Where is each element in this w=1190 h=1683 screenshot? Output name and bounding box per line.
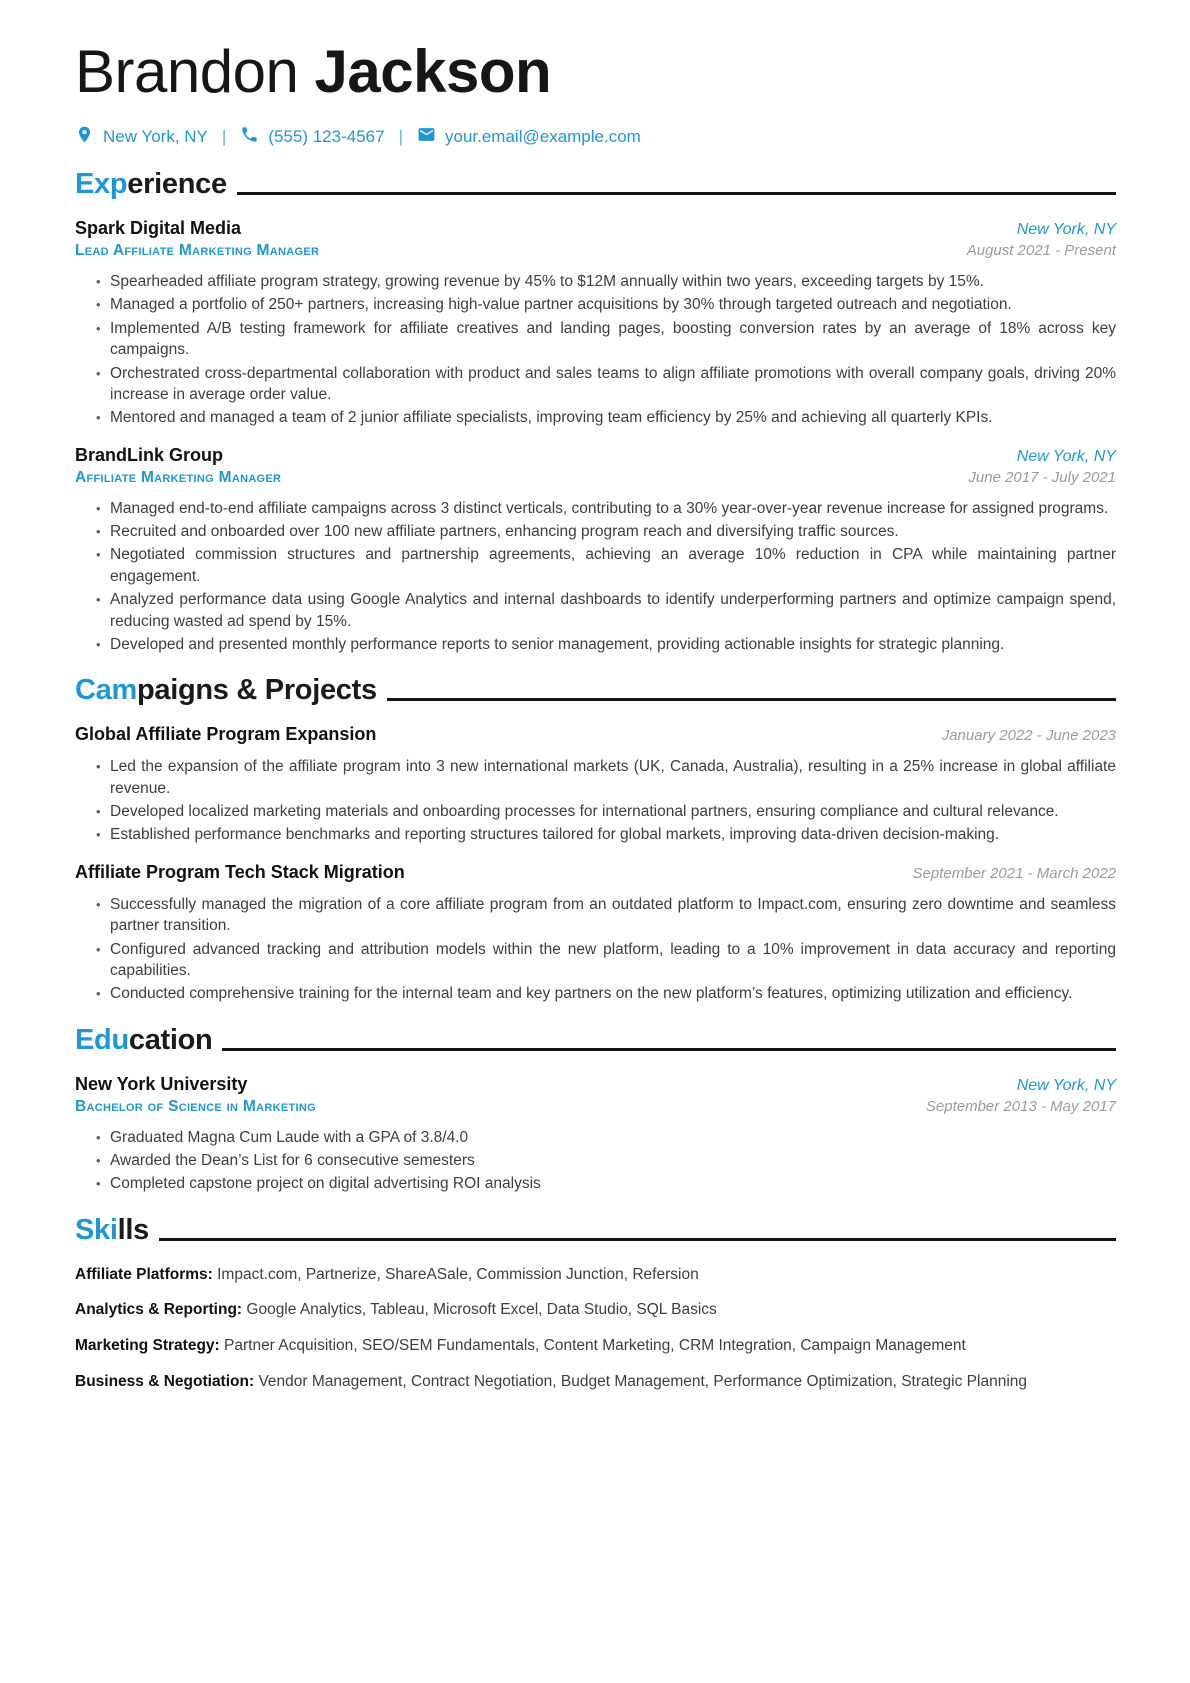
section-rule <box>237 192 1116 195</box>
skill-line <box>75 1335 1116 1357</box>
contact-email <box>417 125 641 149</box>
contact-separator: | <box>398 127 403 146</box>
company-name: BrandLink Group <box>75 444 223 465</box>
school-name: New York University <box>75 1073 248 1094</box>
employment-dates: June 2017 - July 2021 <box>968 468 1116 486</box>
section-heading-projects <box>75 674 1116 707</box>
experience-entry <box>75 445 1116 656</box>
section-title: Education <box>75 1023 213 1056</box>
position-title: Affiliate Marketing Manager <box>75 468 282 486</box>
skill-line <box>75 1264 1116 1286</box>
project-name: Global Affiliate Program Expansion <box>75 724 377 745</box>
bullet-item: • Conducted comprehensive training for the internal team and key partners on the new platform’s features, optimizing utilization and efficiency. <box>110 983 1116 1004</box>
section-heading-experience <box>75 168 1116 201</box>
skill-line <box>75 1371 1116 1393</box>
bullet-item: • Established performance benchmarks and reporting structures tailored for global markets, improving data-driven decision-making. <box>110 824 1116 845</box>
location-pin-icon <box>75 125 94 149</box>
section-rule <box>222 1048 1116 1051</box>
section-title: Skills <box>75 1213 149 1246</box>
bullet-item: • Graduated Magna Cum Laude with a GPA of 3.8/4.0 <box>110 1127 1116 1148</box>
contact-row <box>75 125 1116 149</box>
company-name: Spark Digital Media <box>75 218 242 238</box>
bullet-item: • Managed a portfolio of 250+ partners, increasing high-value partner acquisitions by 30% through targeted outreach and negotiation. <box>110 294 1116 315</box>
bullet-item: • Awarded the Dean’s List for 6 consecutive semesters <box>110 1150 1116 1171</box>
bullet-list <box>75 498 1116 656</box>
bullet-item: • Developed and presented monthly performance reports to senior management, providing actionable insights for strategic planning. <box>110 634 1116 655</box>
last-name: Jackson <box>314 38 552 105</box>
section-rule <box>159 1238 1116 1241</box>
contact-location <box>75 125 208 149</box>
person-name <box>75 40 1116 103</box>
bullet-item: • Negotiated commission structures and partnership agreements, achieving an average 10% reduction in CPA while maintaining partner engagement. <box>110 544 1116 587</box>
skill-category-label: Marketing Strategy: <box>75 1337 220 1355</box>
skill-category-values: Impact.com, Partnerize, ShareASale, Commission Junction, Refersion <box>217 1265 699 1283</box>
bullet-item: • Developed localized marketing materials and onboarding processes for international partners, ensuring compliance and cultural relevance. <box>110 801 1116 822</box>
skill-category-values: Google Analytics, Tableau, Microsoft Excel, Data Studio, SQL Basics <box>246 1301 717 1319</box>
school-location: New York, NY <box>1016 1076 1116 1094</box>
email-envelope-icon <box>417 125 436 149</box>
bullet-item: • Spearheaded affiliate program strategy, growing revenue by 45% to $12M annually within two years, exceeding targets by 15%. <box>110 271 1116 292</box>
bullet-item: • Implemented A/B testing framework for affiliate creatives and landing pages, boosting conversion rates by an average of 18% across key campaigns. <box>110 318 1116 361</box>
phone-icon <box>240 125 259 149</box>
education-dates: September 2013 - May 2017 <box>925 1097 1116 1115</box>
phone-text: (555) 123-4567 <box>268 127 385 146</box>
bullet-item: • Completed capstone project on digital advertising ROI analysis <box>110 1173 1116 1194</box>
position-title: Lead Affiliate Marketing Manager <box>75 242 320 259</box>
bullet-item: • Led the expansion of the affiliate program into 3 new international markets (UK, Canada, Australia), resulting in a 25% increase in global affiliate revenue. <box>110 756 1116 799</box>
email-text: your.email@example.com <box>445 127 641 146</box>
skill-category-values: Vendor Management, Contract Negotiation, Budget Management, Performance Optimization, Strategic Planning <box>258 1372 1027 1390</box>
section-heading-education <box>75 1024 1116 1057</box>
skill-category-label: Business & Negotiation: <box>75 1372 255 1390</box>
experience-entry <box>75 218 1116 429</box>
company-location: New York, NY <box>1016 447 1116 465</box>
project-entry <box>75 862 1116 1005</box>
bullet-item: • Recruited and onboarded over 100 new affiliate partners, enhancing program reach and diversifying traffic sources. <box>110 521 1116 542</box>
project-entry <box>75 724 1116 846</box>
skill-category-values: Partner Acquisition, SEO/SEM Fundamentals, Content Marketing, CRM Integration, Campaign Management <box>224 1337 966 1355</box>
bullet-item: • Configured advanced tracking and attribution models within the new platform, leading to a 10% improvement in data accuracy and reporting capabilities. <box>110 939 1116 982</box>
bullet-list <box>75 271 1116 429</box>
section-title: Experience <box>75 168 227 200</box>
bullet-item: • Managed end-to-end affiliate campaigns across 3 distinct verticals, contributing to a 30% year-over-year revenue increase for assigned programs. <box>110 498 1116 519</box>
section-title: Campaigns & Projects <box>75 674 377 707</box>
section-rule <box>387 698 1116 701</box>
education-entry <box>75 1074 1116 1195</box>
bullet-list <box>75 1127 1116 1195</box>
contact-separator: | <box>221 127 227 146</box>
bullet-item: • Mentored and managed a team of 2 junior affiliate specialists, improving team efficiency by 25% and achieving all quarterly KPIs. <box>110 407 1116 428</box>
first-name: Brandon <box>75 38 299 105</box>
project-dates: January 2022 - June 2023 <box>941 727 1116 745</box>
section-heading-skills <box>75 1214 1116 1247</box>
bullet-list <box>75 756 1116 846</box>
project-name: Affiliate Program Tech Stack Migration <box>75 861 405 882</box>
company-location: New York, NY <box>1016 221 1116 238</box>
skill-category-label: Affiliate Platforms: <box>75 1265 213 1283</box>
skill-line <box>75 1299 1116 1321</box>
bullet-item: • Orchestrated cross-departmental collaboration with product and sales teams to align affiliate promotions with overall company goals, driving 20% increase in average order value. <box>110 363 1116 406</box>
contact-phone <box>240 125 384 149</box>
location-text: New York, NY <box>103 127 208 146</box>
bullet-list <box>75 894 1116 1005</box>
degree-title: Bachelor of Science in Marketing <box>75 1097 316 1115</box>
project-dates: September 2021 - March 2022 <box>912 864 1116 882</box>
bullet-item: • Successfully managed the migration of a core affiliate program from an outdated platform to Impact.com, ensuring zero downtime and seamless partner transition. <box>110 894 1116 937</box>
skill-category-label: Analytics & Reporting: <box>75 1301 243 1319</box>
bullet-item: • Analyzed performance data using Google Analytics and internal dashboards to identify underperforming partners and optimize campaign spend, reducing wasted ad spend by 15%. <box>110 589 1116 632</box>
employment-dates: August 2021 - Present <box>966 242 1116 259</box>
